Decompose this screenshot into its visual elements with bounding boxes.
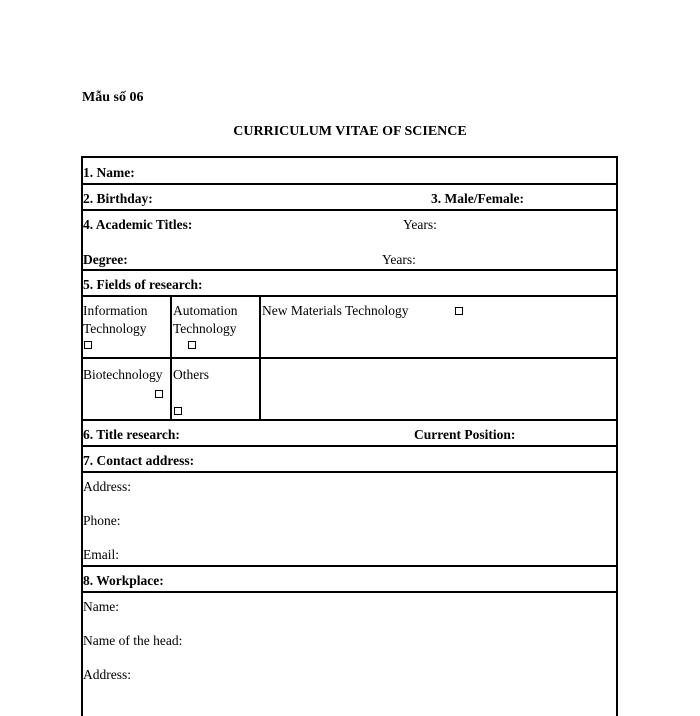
field-automation-technology (173, 302, 257, 338)
contact-address-label: Address: (83, 479, 131, 494)
field-new-materials-technology: New Materials Technology (262, 303, 409, 318)
column-divider (259, 297, 261, 357)
form-code: Mẫu số 06 (82, 90, 144, 105)
birthday-label: 2. Birthday: (83, 191, 153, 206)
degree-years-label: Years: (382, 252, 416, 267)
field-others: Others (173, 367, 209, 382)
column-divider (259, 359, 261, 419)
current-position-label: Current Position: (414, 427, 516, 442)
contact-details-row (83, 473, 616, 567)
fields-row-1 (83, 297, 616, 359)
academic-titles-label: 4. Academic Titles: (83, 217, 193, 232)
gender-label: 3. Male/Female: (431, 191, 524, 206)
academic-years-label: Years: (403, 217, 437, 232)
fields-header-row (83, 271, 616, 297)
name-label: 1. Name: (83, 165, 135, 180)
fields-row-2 (83, 359, 616, 421)
workplace-name-label: Name: (83, 599, 119, 614)
birthday-row (83, 185, 616, 211)
checkbox-automation-technology[interactable] (188, 341, 196, 349)
workplace-address-label: Address: (83, 667, 131, 682)
name-row (83, 158, 616, 185)
field-biotechnology: Biotechnology (83, 367, 163, 382)
contact-header-row (83, 447, 616, 473)
workplace-header-row (83, 567, 616, 593)
document-title: CURRICULUM VITAE OF SCIENCE (233, 124, 467, 139)
checkbox-others[interactable] (174, 407, 182, 415)
contact-email-label: Email: (83, 547, 119, 562)
contact-phone-label: Phone: (83, 513, 121, 528)
field-label: Automation Technology (173, 303, 238, 336)
title-research-label: 6. Title research: (83, 427, 180, 442)
checkbox-biotechnology[interactable] (155, 390, 163, 398)
workplace-label: 8. Workplace: (83, 573, 164, 588)
degree-label: Degree: (83, 252, 128, 267)
field-information-technology (83, 302, 169, 338)
academic-row (83, 211, 616, 271)
column-divider (170, 297, 172, 357)
workplace-details-row (83, 593, 616, 703)
fields-label: 5. Fields of research: (83, 277, 203, 292)
workplace-head-label: Name of the head: (83, 633, 183, 648)
contact-label: 7. Contact address: (83, 453, 195, 468)
checkbox-information-technology[interactable] (84, 341, 92, 349)
checkbox-new-materials-technology[interactable] (455, 307, 463, 315)
title-research-row (83, 421, 616, 447)
cv-form-table (81, 156, 618, 716)
field-label: Information Technology (83, 303, 148, 336)
column-divider (170, 359, 172, 419)
